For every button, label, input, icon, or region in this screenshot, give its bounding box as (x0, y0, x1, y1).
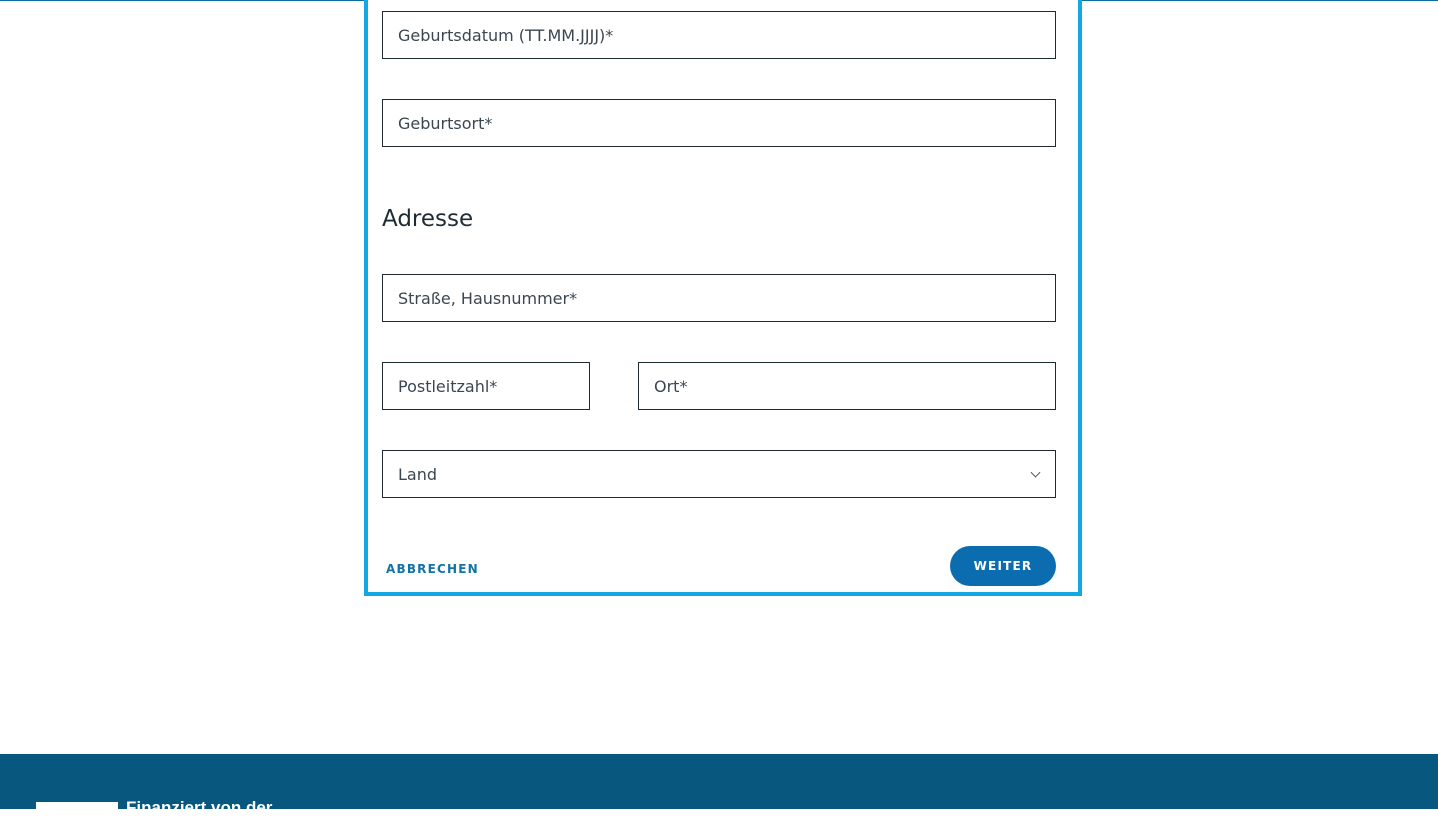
birthdate-input[interactable] (398, 26, 1055, 45)
postcode-field[interactable] (382, 362, 590, 410)
address-section-title: Adresse (382, 206, 474, 232)
postcode-input[interactable] (398, 377, 589, 396)
country-select-value: Land (398, 464, 438, 484)
eu-flag-icon (36, 802, 118, 822)
city-field[interactable] (638, 362, 1056, 410)
funding-notice: Finanziert von der (126, 798, 273, 817)
next-button[interactable] (950, 546, 1056, 586)
street-field[interactable] (382, 274, 1056, 322)
country-select[interactable] (382, 450, 1056, 498)
birthplace-input[interactable] (398, 114, 1055, 133)
birthplace-field[interactable] (382, 99, 1056, 147)
chevron-down-icon (1031, 468, 1041, 478)
next-button-label: WEITER (973, 559, 1033, 573)
personal-data-form (364, 0, 1082, 596)
city-input[interactable] (654, 377, 1055, 396)
birthdate-field[interactable] (382, 11, 1056, 59)
footer (0, 754, 1438, 817)
street-input[interactable] (398, 289, 1055, 308)
cancel-button[interactable]: ABBRECHEN (386, 562, 479, 576)
